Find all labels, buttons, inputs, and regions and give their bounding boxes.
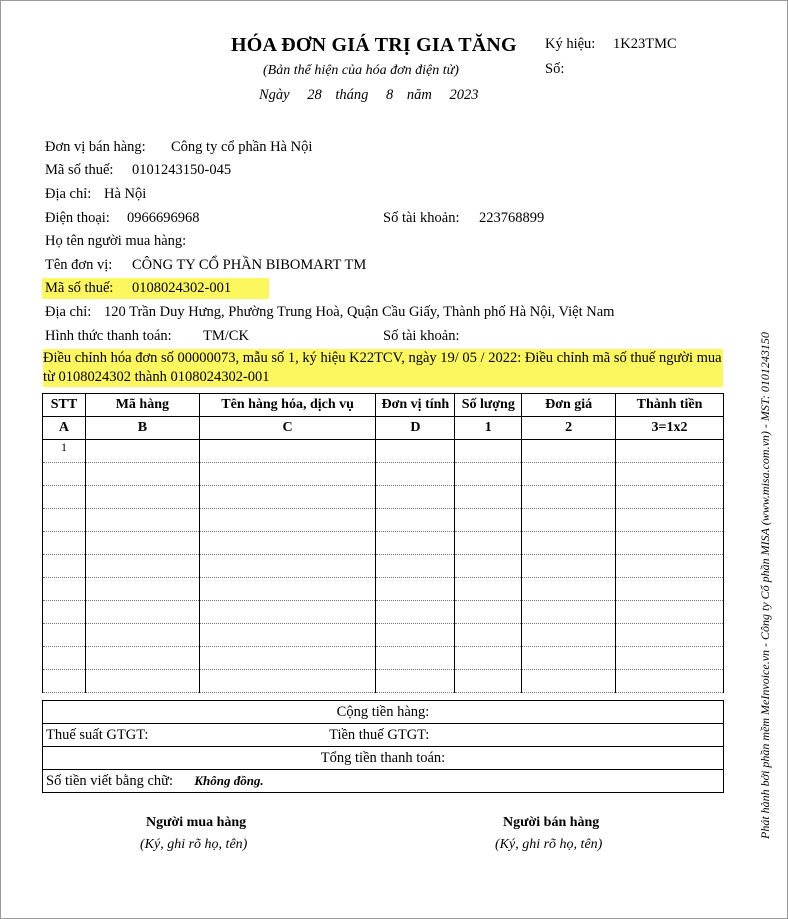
col-header-code: Mã hàng [85, 394, 199, 417]
cell-name [199, 509, 376, 532]
cell-stt [43, 670, 86, 693]
table-row [43, 647, 724, 670]
cell-amount [616, 670, 724, 693]
col-code-1: 1 [455, 417, 522, 440]
number-label: Số: [545, 61, 565, 77]
cell-code [85, 486, 199, 509]
seller-unit-label: Đơn vị bán hàng: [45, 139, 146, 155]
seller-address-value: Hà Nội [104, 186, 147, 202]
payment-method-label: Hình thức thanh toán: [45, 328, 172, 344]
cell-amount [616, 509, 724, 532]
cell-price [522, 601, 616, 624]
cell-unit [376, 440, 455, 463]
cell-code [85, 509, 199, 532]
cell-name [199, 578, 376, 601]
cell-price [522, 463, 616, 486]
cell-amount [616, 486, 724, 509]
buyer-unit-value: CÔNG TY CỔ PHẦN BIBOMART TM [132, 257, 367, 273]
cell-amount [616, 624, 724, 647]
invoice-subtitle: (Bản thể hiện của hóa đơn điện tử) [263, 63, 459, 78]
col-header-unit: Đơn vị tính [376, 394, 455, 417]
cell-name [199, 440, 376, 463]
table-row [43, 670, 724, 693]
date-year: 2023 [449, 87, 479, 103]
table-row [43, 578, 724, 601]
in-words-label: Số tiền viết bằng chữ: [46, 772, 174, 789]
cell-unit [376, 486, 455, 509]
cell-name [199, 601, 376, 624]
cell-code [85, 555, 199, 578]
cell-stt [43, 555, 86, 578]
cell-amount [616, 463, 724, 486]
buyer-tax-value: 0108024302-001 [132, 280, 232, 296]
cell-name [199, 532, 376, 555]
cell-unit [376, 601, 455, 624]
cell-qty [455, 647, 522, 670]
cell-name [199, 624, 376, 647]
seller-account-value: 223768899 [479, 210, 545, 226]
col-header-qty: Số lượng [455, 394, 522, 417]
date-month-label: tháng [335, 87, 369, 103]
cell-qty [455, 463, 522, 486]
in-words-value: Không đồng. [194, 772, 264, 788]
cell-qty [455, 670, 522, 693]
cell-stt [43, 509, 86, 532]
cell-name [199, 486, 376, 509]
vat-row [43, 724, 724, 747]
cell-unit [376, 647, 455, 670]
col-code-d: D [376, 417, 455, 440]
buyer-signature-title: Người mua hàng [146, 815, 247, 830]
cell-code [85, 578, 199, 601]
seller-signature-note: (Ký, ghi rõ họ, tên) [495, 837, 603, 852]
buyer-address-value: 120 Trần Duy Hưng, Phường Trung Hoà, Quận Cầu Giấy, Thành phố Hà Nội, Việt Nam [104, 304, 615, 320]
cell-price [522, 440, 616, 463]
cell-unit [376, 578, 455, 601]
seller-tax-value: 0101243150-045 [132, 162, 232, 178]
cell-price [522, 624, 616, 647]
cell-code [85, 601, 199, 624]
cell-qty [455, 578, 522, 601]
seller-phone-value: 0966696968 [127, 210, 200, 226]
cell-qty [455, 555, 522, 578]
buyer-address-label: Địa chỉ: [45, 304, 92, 320]
col-code-a: A [43, 417, 86, 440]
date-day: 28 [307, 87, 322, 103]
table-row [43, 486, 724, 509]
total-label: Tổng tiền thanh toán: [43, 747, 724, 770]
subtotal-row [43, 701, 724, 724]
cell-price [522, 578, 616, 601]
table-row [43, 509, 724, 532]
seller-address-label: Địa chỉ: [45, 186, 92, 202]
cell-amount [616, 555, 724, 578]
seller-phone-label: Điện thoại: [45, 210, 110, 226]
cell-stt [43, 601, 86, 624]
cell-price [522, 555, 616, 578]
date-month: 8 [386, 87, 394, 103]
adjustment-note: Điều chỉnh hóa đơn số 00000073, mẫu số 1, ký hiệu K22TCV, ngày 19/ 05 / 2022: Điều chỉnh mã số thuế người mua từ 0108024302 thành 0108024302-001 [43, 350, 722, 385]
cell-code [85, 647, 199, 670]
cell-price [522, 647, 616, 670]
seller-account-label: Số tài khoản: [383, 210, 460, 226]
col-header-price: Đơn giá [522, 394, 616, 417]
buyer-signature-note: (Ký, ghi rõ họ, tên) [140, 837, 248, 852]
cell-code [85, 440, 199, 463]
table-row [43, 440, 724, 463]
symbol-label: Ký hiệu: [545, 36, 596, 52]
table-header-row [43, 394, 724, 417]
table-row [43, 463, 724, 486]
cell-amount [616, 601, 724, 624]
cell-qty [455, 624, 522, 647]
cell-stt [43, 463, 86, 486]
buyer-account-label: Số tài khoản: [383, 328, 460, 344]
cell-amount [616, 440, 724, 463]
col-code-2: 2 [522, 417, 616, 440]
buyer-unit-label: Tên đơn vị: [45, 257, 113, 273]
cell-unit [376, 532, 455, 555]
cell-unit [376, 624, 455, 647]
cell-price [522, 509, 616, 532]
col-code-b: B [85, 417, 199, 440]
software-issuer-note: Phát hành bởi phần mềm MeInvoice.vn - Công ty Cổ phần MISA (www.misa.com.vn) - MST: 0101243150 [758, 332, 772, 839]
cell-code [85, 624, 199, 647]
col-header-name: Tên hàng hóa, dịch vụ [199, 394, 376, 417]
seller-signature-title: Người bán hàng [503, 815, 600, 830]
cell-name [199, 463, 376, 486]
cell-stt [43, 532, 86, 555]
cell-price [522, 670, 616, 693]
cell-amount [616, 647, 724, 670]
summary-table [42, 700, 724, 793]
in-words-row [43, 770, 724, 793]
symbol-value: 1K23TMC [613, 36, 677, 52]
invoice-title: HÓA ĐƠN GIÁ TRỊ GIA TĂNG [231, 34, 517, 56]
col-header-stt: STT [43, 394, 86, 417]
cell-qty [455, 532, 522, 555]
cell-code [85, 670, 199, 693]
cell-price [522, 486, 616, 509]
cell-qty [455, 440, 522, 463]
cell-name [199, 670, 376, 693]
cell-stt [43, 486, 86, 509]
invoice-date [259, 87, 479, 104]
table-body [43, 440, 724, 693]
table-row [43, 601, 724, 624]
cell-unit [376, 555, 455, 578]
cell-name [199, 647, 376, 670]
items-table [42, 393, 724, 693]
total-row [43, 747, 724, 770]
cell-unit [376, 463, 455, 486]
vat-rate-label: Thuế suất GTGT: [43, 724, 327, 747]
cell-qty [455, 486, 522, 509]
cell-amount [616, 578, 724, 601]
cell-code [85, 463, 199, 486]
col-code-c: C [199, 417, 376, 440]
cell-code [85, 532, 199, 555]
date-year-label: năm [406, 87, 432, 103]
cell-price [522, 532, 616, 555]
seller-unit-value: Công ty cổ phần Hà Nội [171, 139, 313, 155]
cell-qty [455, 601, 522, 624]
col-code-3: 3=1x2 [616, 417, 724, 440]
cell-stt [43, 624, 86, 647]
date-day-label: Ngày [259, 87, 290, 103]
table-row [43, 532, 724, 555]
col-header-amount: Thành tiền [616, 394, 724, 417]
buyer-tax-label: Mã số thuế: [45, 280, 114, 296]
cell-amount [616, 532, 724, 555]
vat-amount-label: Tiền thuế GTGT: [326, 724, 723, 747]
cell-stt: 1 [43, 440, 86, 463]
cell-unit [376, 509, 455, 532]
cell-name [199, 555, 376, 578]
subtotal-label: Cộng tiền hàng: [43, 701, 724, 724]
seller-tax-label: Mã số thuế: [45, 162, 114, 178]
table-row [43, 555, 724, 578]
buyer-name-label: Họ tên người mua hàng: [45, 233, 187, 249]
cell-stt [43, 647, 86, 670]
cell-unit [376, 670, 455, 693]
table-code-row [43, 417, 724, 440]
cell-stt [43, 578, 86, 601]
cell-qty [455, 509, 522, 532]
in-words-cell [43, 770, 724, 793]
payment-method-value: TM/CK [203, 328, 249, 344]
table-row [43, 624, 724, 647]
